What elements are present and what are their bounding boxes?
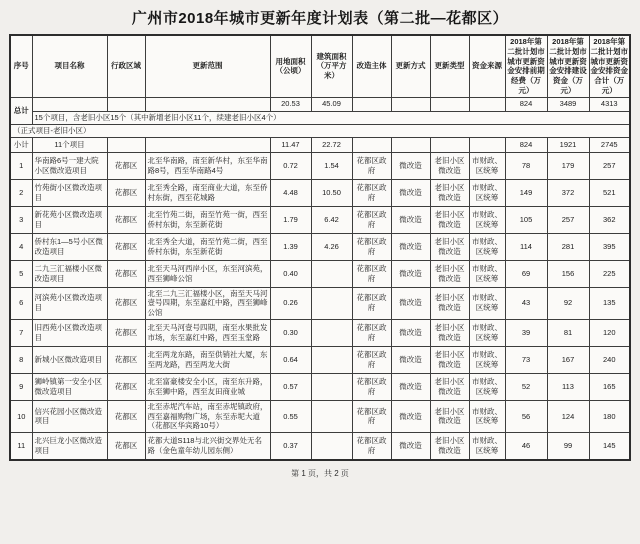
table-row [10, 206, 630, 233]
renewal-scope: 北至秀全大道，南至竹苑二街，西至侨村东街，东至新花街 [145, 233, 270, 260]
pre-fund: 78 [505, 152, 547, 179]
land-area: 0.55 [270, 400, 311, 432]
project-name: 新花苑小区微改造项目 [32, 206, 107, 233]
renewal-type: 老旧小区微改造 [430, 373, 469, 400]
renewal-type: 老旧小区微改造 [430, 287, 469, 319]
table-row [10, 233, 630, 260]
project-name: 竹苑街小区微改造项目 [32, 179, 107, 206]
renewal-type: 老旧小区微改造 [430, 152, 469, 179]
renewal-type: 老旧小区微改造 [430, 179, 469, 206]
build-fund: 92 [547, 287, 589, 319]
col-header-subject: 改造主体 [352, 35, 391, 97]
grand-total-land-area: 20.53 [270, 97, 311, 111]
table-row [10, 287, 630, 319]
land-area: 0.40 [270, 260, 311, 287]
page-title: 广州市2018年城市更新年度计划表（第二批—花都区） [131, 10, 509, 27]
renovation-subject: 花都区政府 [352, 346, 391, 373]
renewal-scope: 花都大道S118与北兴街交界处无名路（金色童年幼儿园东侧） [145, 433, 270, 460]
col-header-pre-fund: 2018年第二批计划市城市更新资金安排前期经费（万元） [505, 35, 547, 97]
building-area: 6.42 [311, 206, 352, 233]
renovation-subject: 花都区政府 [352, 260, 391, 287]
subtotal-build-fund: 1921 [547, 137, 589, 152]
renewal-type: 老旧小区微改造 [430, 206, 469, 233]
grand-total-note-row [10, 111, 630, 124]
renovation-subject: 花都区政府 [352, 319, 391, 346]
total-fund: 225 [589, 260, 630, 287]
renewal-scope: 北至天马河西岸小区，东至河滨苑，西至狮峰公馆 [145, 260, 270, 287]
grand-total-build-fund: 3489 [547, 97, 589, 111]
empty-cell [391, 97, 430, 111]
grand-total-note: 15个项目，含老旧小区15个（其中新增老旧小区11个，续建老旧小区4个） [32, 111, 630, 124]
funding-source: 市财政、区统筹 [469, 400, 505, 432]
pre-fund: 46 [505, 433, 547, 460]
pre-fund: 56 [505, 400, 547, 432]
project-no: 2 [10, 179, 32, 206]
renewal-method: 微改造 [391, 346, 430, 373]
col-header-district: 行政区域 [107, 35, 145, 97]
total-fund: 165 [589, 373, 630, 400]
funding-source: 市财政、区统筹 [469, 433, 505, 460]
project-no: 8 [10, 346, 32, 373]
land-area: 0.57 [270, 373, 311, 400]
subtotal-pre-fund: 824 [505, 137, 547, 152]
table-row [10, 346, 630, 373]
funding-source: 市财政、区统筹 [469, 206, 505, 233]
land-area: 0.64 [270, 346, 311, 373]
renovation-subject: 花都区政府 [352, 206, 391, 233]
project-name: 北兴巨龙小区微改造项目 [32, 433, 107, 460]
pre-fund: 149 [505, 179, 547, 206]
building-area [311, 400, 352, 432]
pre-fund: 114 [505, 233, 547, 260]
building-area [311, 433, 352, 460]
build-fund: 372 [547, 179, 589, 206]
total-fund: 521 [589, 179, 630, 206]
col-header-building-area: 建筑面积（万平方米） [311, 35, 352, 97]
renewal-type: 老旧小区微改造 [430, 233, 469, 260]
land-area: 0.72 [270, 152, 311, 179]
district: 花都区 [107, 400, 145, 432]
building-area: 1.54 [311, 152, 352, 179]
section-row [10, 124, 630, 137]
project-no: 11 [10, 433, 32, 460]
empty-cell [107, 97, 145, 111]
renewal-type: 老旧小区微改造 [430, 400, 469, 432]
project-name: 信兴花园小区微改造项目 [32, 400, 107, 432]
district: 花都区 [107, 233, 145, 260]
funding-source: 市财政、区统筹 [469, 319, 505, 346]
build-fund: 257 [547, 206, 589, 233]
renewal-type: 老旧小区微改造 [430, 260, 469, 287]
renewal-method: 微改造 [391, 433, 430, 460]
empty-cell [430, 137, 469, 152]
grand-total-row [10, 97, 630, 111]
building-area [311, 346, 352, 373]
district: 花都区 [107, 287, 145, 319]
total-fund: 180 [589, 400, 630, 432]
empty-cell [469, 97, 505, 111]
district: 花都区 [107, 319, 145, 346]
renewal-scope: 北至二九三汇福楼小区，南至天马河壹号四期，东至嘉红中路，西至狮峰公馆 [145, 287, 270, 319]
renewal-method: 微改造 [391, 233, 430, 260]
renewal-type: 老旧小区微改造 [430, 433, 469, 460]
renovation-subject: 花都区政府 [352, 152, 391, 179]
project-no: 7 [10, 319, 32, 346]
subtotal-land-area: 11.47 [270, 137, 311, 152]
funding-source: 市财政、区统筹 [469, 152, 505, 179]
col-header-scope: 更新范围 [145, 35, 270, 97]
land-area: 0.37 [270, 433, 311, 460]
empty-cell [107, 137, 145, 152]
total-fund: 120 [589, 319, 630, 346]
plan-table [9, 34, 631, 461]
build-fund: 167 [547, 346, 589, 373]
project-name: 二九三汇福楼小区微改造项目 [32, 260, 107, 287]
table-row [10, 400, 630, 432]
build-fund: 81 [547, 319, 589, 346]
grand-total-building-area: 45.09 [311, 97, 352, 111]
funding-source: 市财政、区统筹 [469, 179, 505, 206]
col-header-source: 资金来源 [469, 35, 505, 97]
renewal-type: 老旧小区微改造 [430, 319, 469, 346]
land-area: 1.39 [270, 233, 311, 260]
subtotal-name: 11个项目 [32, 137, 107, 152]
build-fund: 124 [547, 400, 589, 432]
grand-total-total-fund: 4313 [589, 97, 630, 111]
building-area [311, 287, 352, 319]
pre-fund: 43 [505, 287, 547, 319]
funding-source: 市财政、区统筹 [469, 287, 505, 319]
table-body [10, 97, 630, 460]
renewal-method: 微改造 [391, 373, 430, 400]
build-fund: 156 [547, 260, 589, 287]
table-row [10, 319, 630, 346]
building-area [311, 260, 352, 287]
building-area [311, 373, 352, 400]
district: 花都区 [107, 152, 145, 179]
project-no: 9 [10, 373, 32, 400]
district: 花都区 [107, 179, 145, 206]
project-no: 6 [10, 287, 32, 319]
renewal-scope: 北至竹苑二街，南至竹苑一街，西至侨村东街，东至新花街 [145, 206, 270, 233]
building-area [311, 319, 352, 346]
table-row [10, 260, 630, 287]
total-fund: 395 [589, 233, 630, 260]
col-header-build-fund: 2018年第二批计划市城市更新资金安排建设资金（万元） [547, 35, 589, 97]
renewal-scope: 北至富豪楼安全小区，南至东升路，东至狮中路，西至友田商业城 [145, 373, 270, 400]
build-fund: 179 [547, 152, 589, 179]
building-area: 4.26 [311, 233, 352, 260]
total-fund: 145 [589, 433, 630, 460]
project-name: 狮岭镇第一安全小区微改造项目 [32, 373, 107, 400]
grand-total-label: 总计 [10, 97, 32, 124]
renovation-subject: 花都区政府 [352, 400, 391, 432]
empty-cell [145, 97, 270, 111]
renewal-scope: 北至天马河壹号四期，南至水果批发市场，东至嘉红中路，西至玉堂路 [145, 319, 270, 346]
grand-total-pre-fund: 824 [505, 97, 547, 111]
funding-source: 市财政、区统筹 [469, 373, 505, 400]
empty-cell [352, 97, 391, 111]
total-fund: 257 [589, 152, 630, 179]
total-fund: 240 [589, 346, 630, 373]
district: 花都区 [107, 433, 145, 460]
renovation-subject: 花都区政府 [352, 233, 391, 260]
header-row [10, 35, 630, 97]
renovation-subject: 花都区政府 [352, 287, 391, 319]
col-header-project-name: 项目名称 [32, 35, 107, 97]
pre-fund: 69 [505, 260, 547, 287]
col-header-type: 更新类型 [430, 35, 469, 97]
land-area: 0.26 [270, 287, 311, 319]
funding-source: 市财政、区统筹 [469, 346, 505, 373]
col-header-total-fund: 2018年第二批计划市城市更新资金安排资金合计（万元） [589, 35, 630, 97]
total-fund: 362 [589, 206, 630, 233]
empty-cell [32, 97, 107, 111]
total-fund: 135 [589, 287, 630, 319]
renewal-method: 微改造 [391, 206, 430, 233]
col-header-method: 更新方式 [391, 35, 430, 97]
pre-fund: 52 [505, 373, 547, 400]
subtotal-building-area: 22.72 [311, 137, 352, 152]
empty-cell [352, 137, 391, 152]
section-label: （正式项目-老旧小区） [10, 124, 630, 137]
renewal-scope: 北至秀全路，南至商业大道，东至侨村东街，西至花城路 [145, 179, 270, 206]
project-name: 华南路6号一建大院小区微改造项目 [32, 152, 107, 179]
subtotal-row [10, 137, 630, 152]
project-no: 5 [10, 260, 32, 287]
build-fund: 113 [547, 373, 589, 400]
project-name: 侨村东1—5号小区微改造项目 [32, 233, 107, 260]
subtotal-total-fund: 2745 [589, 137, 630, 152]
project-name: 新城小区微改造项目 [32, 346, 107, 373]
renovation-subject: 花都区政府 [352, 179, 391, 206]
pre-fund: 73 [505, 346, 547, 373]
project-no: 4 [10, 233, 32, 260]
renewal-type: 老旧小区微改造 [430, 346, 469, 373]
renewal-scope: 北至华南路，南至新华村，东至华南路8号，西至华南路4号 [145, 152, 270, 179]
funding-source: 市财政、区统筹 [469, 260, 505, 287]
pre-fund: 39 [505, 319, 547, 346]
renewal-method: 微改造 [391, 400, 430, 432]
building-area: 10.50 [311, 179, 352, 206]
pre-fund: 105 [505, 206, 547, 233]
project-name: 河滨苑小区微改造项目 [32, 287, 107, 319]
build-fund: 99 [547, 433, 589, 460]
project-no: 3 [10, 206, 32, 233]
renewal-method: 微改造 [391, 287, 430, 319]
land-area: 1.79 [270, 206, 311, 233]
renovation-subject: 花都区政府 [352, 373, 391, 400]
empty-cell [391, 137, 430, 152]
district: 花都区 [107, 206, 145, 233]
land-area: 4.48 [270, 179, 311, 206]
table-row [10, 152, 630, 179]
col-header-land-area: 用地面积（公顷） [270, 35, 311, 97]
table-row [10, 179, 630, 206]
empty-cell [430, 97, 469, 111]
renewal-method: 微改造 [391, 179, 430, 206]
table-row [10, 373, 630, 400]
renewal-scope: 北至赤坭汽车站，南至赤坭镇政府，西至嘉福购物广场，东至赤坭大道（花都区华宾路10号） [145, 400, 270, 432]
col-header-seq: 序号 [10, 35, 32, 97]
land-area: 0.30 [270, 319, 311, 346]
renewal-method: 微改造 [391, 152, 430, 179]
renewal-method: 微改造 [391, 260, 430, 287]
renewal-scope: 北至两龙东路，南至供销社大厦，东至两龙路，西至两龙大街 [145, 346, 270, 373]
district: 花都区 [107, 373, 145, 400]
build-fund: 281 [547, 233, 589, 260]
district: 花都区 [107, 260, 145, 287]
district: 花都区 [107, 346, 145, 373]
table-row [10, 433, 630, 460]
subtotal-label: 小计 [10, 137, 32, 152]
empty-cell [145, 137, 270, 152]
project-no: 1 [10, 152, 32, 179]
project-name: 旧西苑小区微改造项目 [32, 319, 107, 346]
project-no: 10 [10, 400, 32, 432]
funding-source: 市财政、区统筹 [469, 233, 505, 260]
empty-cell [469, 137, 505, 152]
page-number: 第 1 页，共 2 页 [291, 468, 349, 478]
renewal-method: 微改造 [391, 319, 430, 346]
renovation-subject: 花都区政府 [352, 433, 391, 460]
